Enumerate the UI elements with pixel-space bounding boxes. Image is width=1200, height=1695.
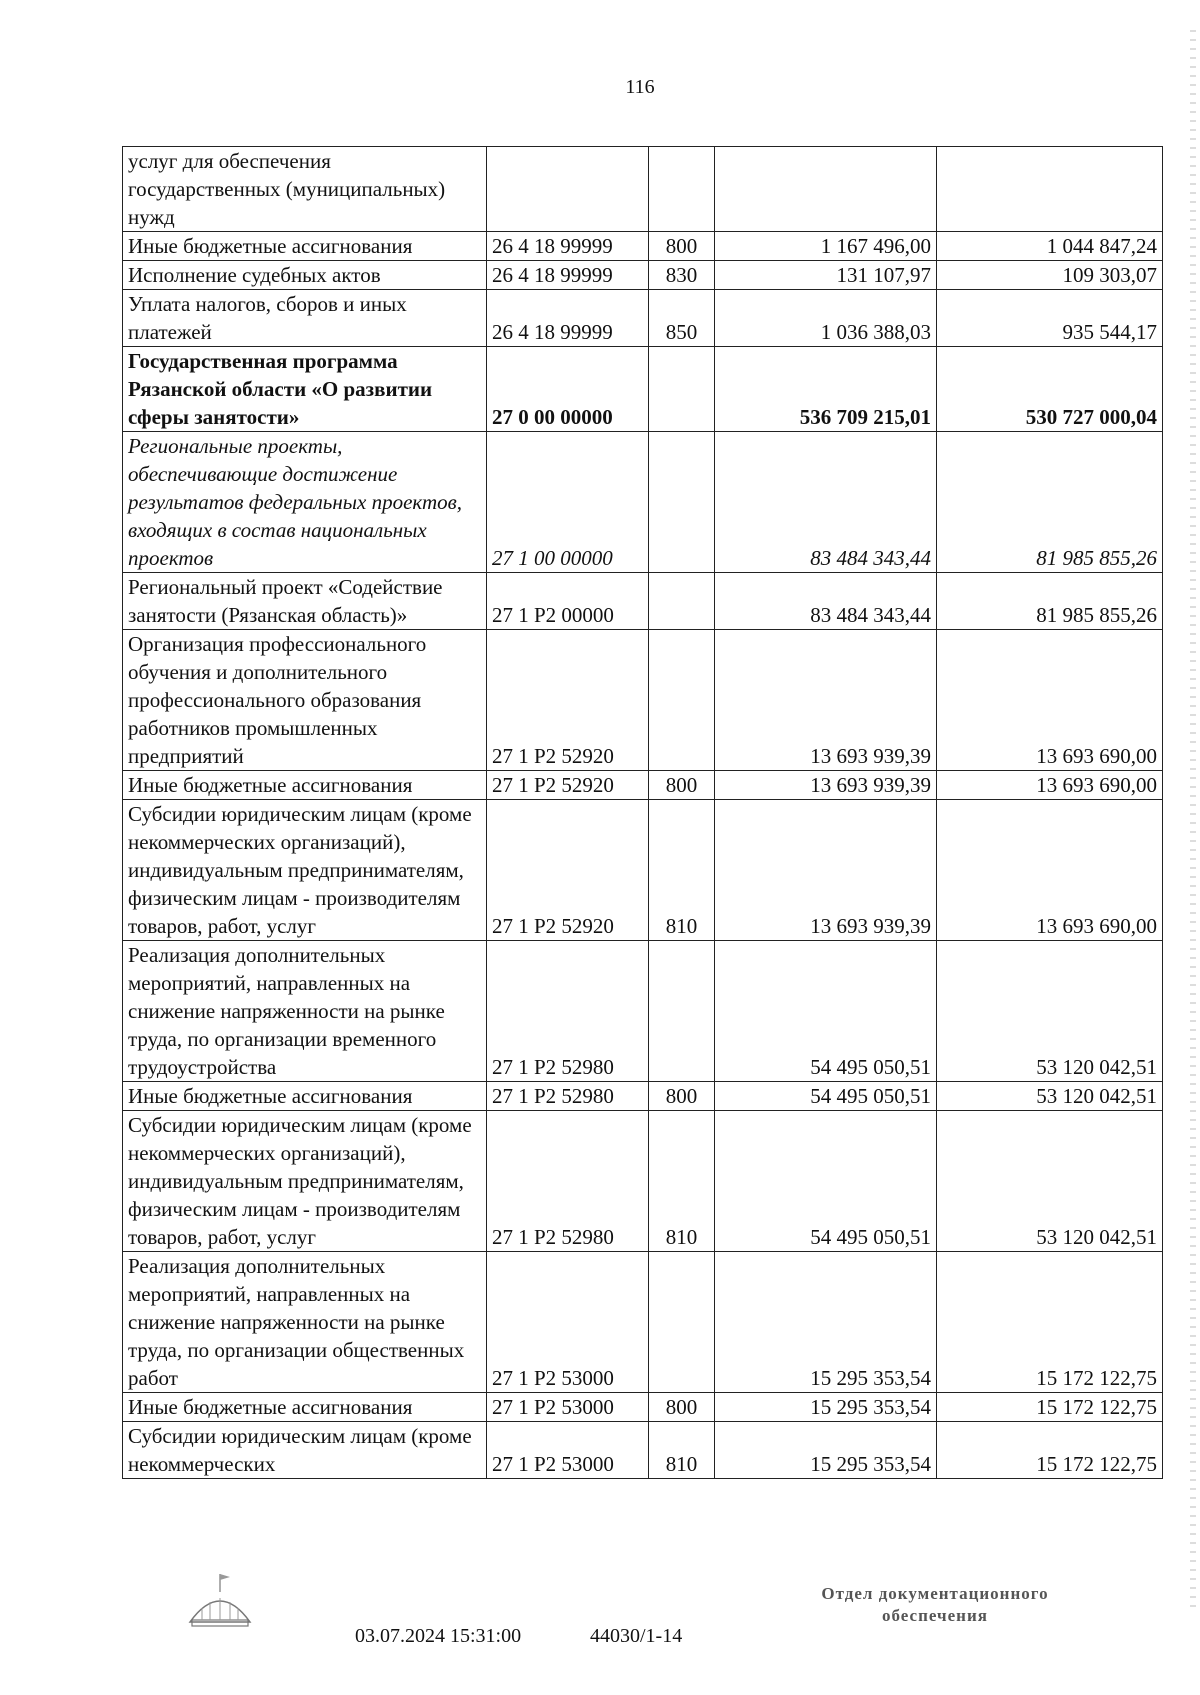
budget-table xyxy=(122,146,1163,1479)
table-row xyxy=(123,1111,1163,1252)
table-row xyxy=(123,290,1163,347)
row-kvr-cell: 850 xyxy=(649,290,715,347)
row-plan-amount-cell: 83 484 343,44 xyxy=(715,432,937,573)
row-plan-amount-cell xyxy=(715,147,937,232)
page-number: 116 xyxy=(625,76,655,98)
row-plan-amount-cell: 54 495 050,51 xyxy=(715,941,937,1082)
row-kvr-cell xyxy=(649,147,715,232)
row-fact-amount-cell: 13 693 690,00 xyxy=(937,771,1163,800)
row-plan-amount-cell: 15 295 353,54 xyxy=(715,1252,937,1393)
row-code-cell: 27 1 P2 52920 xyxy=(487,771,649,800)
row-code-cell: 27 1 P2 53000 xyxy=(487,1422,649,1479)
row-kvr-cell: 830 xyxy=(649,261,715,290)
row-kvr-cell: 810 xyxy=(649,1111,715,1252)
row-fact-amount-cell xyxy=(937,147,1163,232)
table-row xyxy=(123,1252,1163,1393)
row-name-cell: Государственная программа Рязанской области «О развитии сферы занятости» xyxy=(123,347,487,432)
department-stamp xyxy=(785,1583,1085,1627)
row-fact-amount-cell: 15 172 122,75 xyxy=(937,1252,1163,1393)
table-row xyxy=(123,347,1163,432)
row-name-cell: услуг для обеспечения государственных (муниципальных) нужд xyxy=(123,147,487,232)
duma-logo-icon xyxy=(180,1570,260,1635)
table-row xyxy=(123,432,1163,573)
row-fact-amount-cell: 53 120 042,51 xyxy=(937,1082,1163,1111)
row-kvr-cell xyxy=(649,573,715,630)
table-row xyxy=(123,630,1163,771)
row-name-cell: Иные бюджетные ассигнования xyxy=(123,232,487,261)
department-stamp-line2: обеспечения xyxy=(882,1606,988,1625)
row-plan-amount-cell: 54 495 050,51 xyxy=(715,1111,937,1252)
row-code-cell: 27 1 P2 52980 xyxy=(487,1082,649,1111)
row-fact-amount-cell: 53 120 042,51 xyxy=(937,1111,1163,1252)
table-row xyxy=(123,941,1163,1082)
row-code-cell: 27 1 P2 53000 xyxy=(487,1393,649,1422)
row-code-cell: 26 4 18 99999 xyxy=(487,232,649,261)
row-kvr-cell: 810 xyxy=(649,1422,715,1479)
row-name-cell: Исполнение судебных актов xyxy=(123,261,487,290)
row-name-cell: Региональные проекты, обеспечивающие достижение результатов федеральных проектов, входящих в состав национальных проектов xyxy=(123,432,487,573)
row-fact-amount-cell: 81 985 855,26 xyxy=(937,573,1163,630)
row-code-cell: 27 1 P2 52980 xyxy=(487,1111,649,1252)
row-name-cell: Организация профессионального обучения и дополнительного профессионального образования работников промышленных предприятий xyxy=(123,630,487,771)
row-fact-amount-cell: 13 693 690,00 xyxy=(937,630,1163,771)
row-plan-amount-cell: 13 693 939,39 xyxy=(715,630,937,771)
row-fact-amount-cell: 53 120 042,51 xyxy=(937,941,1163,1082)
row-kvr-cell xyxy=(649,432,715,573)
row-code-cell: 27 1 P2 53000 xyxy=(487,1252,649,1393)
department-stamp-line1: Отдел документационного xyxy=(821,1584,1049,1603)
row-code-cell: 27 1 00 00000 xyxy=(487,432,649,573)
row-code-cell: 26 4 18 99999 xyxy=(487,261,649,290)
table-row xyxy=(123,261,1163,290)
row-plan-amount-cell: 15 295 353,54 xyxy=(715,1393,937,1422)
row-plan-amount-cell: 83 484 343,44 xyxy=(715,573,937,630)
row-plan-amount-cell: 13 693 939,39 xyxy=(715,800,937,941)
scan-edge-artifact xyxy=(1190,30,1196,1610)
row-kvr-cell: 800 xyxy=(649,771,715,800)
table-row xyxy=(123,1082,1163,1111)
table-row xyxy=(123,1422,1163,1479)
row-kvr-cell xyxy=(649,941,715,1082)
table-row xyxy=(123,573,1163,630)
row-plan-amount-cell: 54 495 050,51 xyxy=(715,1082,937,1111)
table-row xyxy=(123,771,1163,800)
row-plan-amount-cell: 13 693 939,39 xyxy=(715,771,937,800)
row-kvr-cell xyxy=(649,1252,715,1393)
row-name-cell: Иные бюджетные ассигнования xyxy=(123,771,487,800)
budget-table-body xyxy=(123,147,1163,1479)
row-name-cell: Региональный проект «Содействие занятости (Рязанская область)» xyxy=(123,573,487,630)
table-row xyxy=(123,232,1163,261)
row-kvr-cell: 800 xyxy=(649,1393,715,1422)
row-kvr-cell: 800 xyxy=(649,1082,715,1111)
row-name-cell: Иные бюджетные ассигнования xyxy=(123,1082,487,1111)
row-kvr-cell: 800 xyxy=(649,232,715,261)
row-name-cell: Субсидии юридическим лицам (кроме некоммерческих организаций), индивидуальным предпринимателям, физическим лицам - производителям товаров, работ, услуг xyxy=(123,800,487,941)
row-fact-amount-cell: 1 044 847,24 xyxy=(937,232,1163,261)
row-name-cell: Субсидии юридическим лицам (кроме некоммерческих xyxy=(123,1422,487,1479)
row-code-cell: 27 1 P2 52980 xyxy=(487,941,649,1082)
row-kvr-cell: 810 xyxy=(649,800,715,941)
table-row xyxy=(123,800,1163,941)
row-code-cell xyxy=(487,147,649,232)
row-fact-amount-cell: 935 544,17 xyxy=(937,290,1163,347)
row-fact-amount-cell: 13 693 690,00 xyxy=(937,800,1163,941)
row-fact-amount-cell: 15 172 122,75 xyxy=(937,1422,1163,1479)
footer-date: 03.07.2024 15:31:00 xyxy=(355,1625,522,1647)
table-row xyxy=(123,1393,1163,1422)
table-row xyxy=(123,147,1163,232)
row-code-cell: 27 1 P2 00000 xyxy=(487,573,649,630)
row-name-cell: Субсидии юридическим лицам (кроме некоммерческих организаций), индивидуальным предпринимателям, физическим лицам - производителям товаров, работ, услуг xyxy=(123,1111,487,1252)
row-code-cell: 27 1 P2 52920 xyxy=(487,630,649,771)
row-plan-amount-cell: 536 709 215,01 xyxy=(715,347,937,432)
row-fact-amount-cell: 109 303,07 xyxy=(937,261,1163,290)
row-fact-amount-cell: 15 172 122,75 xyxy=(937,1393,1163,1422)
row-name-cell: Уплата налогов, сборов и иных платежей xyxy=(123,290,487,347)
row-plan-amount-cell: 1 036 388,03 xyxy=(715,290,937,347)
row-code-cell: 27 1 P2 52920 xyxy=(487,800,649,941)
footer-reg-number: 44030/1-14 xyxy=(590,1625,683,1647)
row-name-cell: Иные бюджетные ассигнования xyxy=(123,1393,487,1422)
row-fact-amount-cell: 530 727 000,04 xyxy=(937,347,1163,432)
row-plan-amount-cell: 15 295 353,54 xyxy=(715,1422,937,1479)
row-name-cell: Реализация дополнительных мероприятий, направленных на снижение напряженности на рынке труда, по организации общественных работ xyxy=(123,1252,487,1393)
row-kvr-cell xyxy=(649,347,715,432)
row-code-cell: 27 0 00 00000 xyxy=(487,347,649,432)
row-code-cell: 26 4 18 99999 xyxy=(487,290,649,347)
row-plan-amount-cell: 131 107,97 xyxy=(715,261,937,290)
row-kvr-cell xyxy=(649,630,715,771)
row-plan-amount-cell: 1 167 496,00 xyxy=(715,232,937,261)
row-name-cell: Реализация дополнительных мероприятий, направленных на снижение напряженности на рынке труда, по организации временного трудоустройства xyxy=(123,941,487,1082)
row-fact-amount-cell: 81 985 855,26 xyxy=(937,432,1163,573)
